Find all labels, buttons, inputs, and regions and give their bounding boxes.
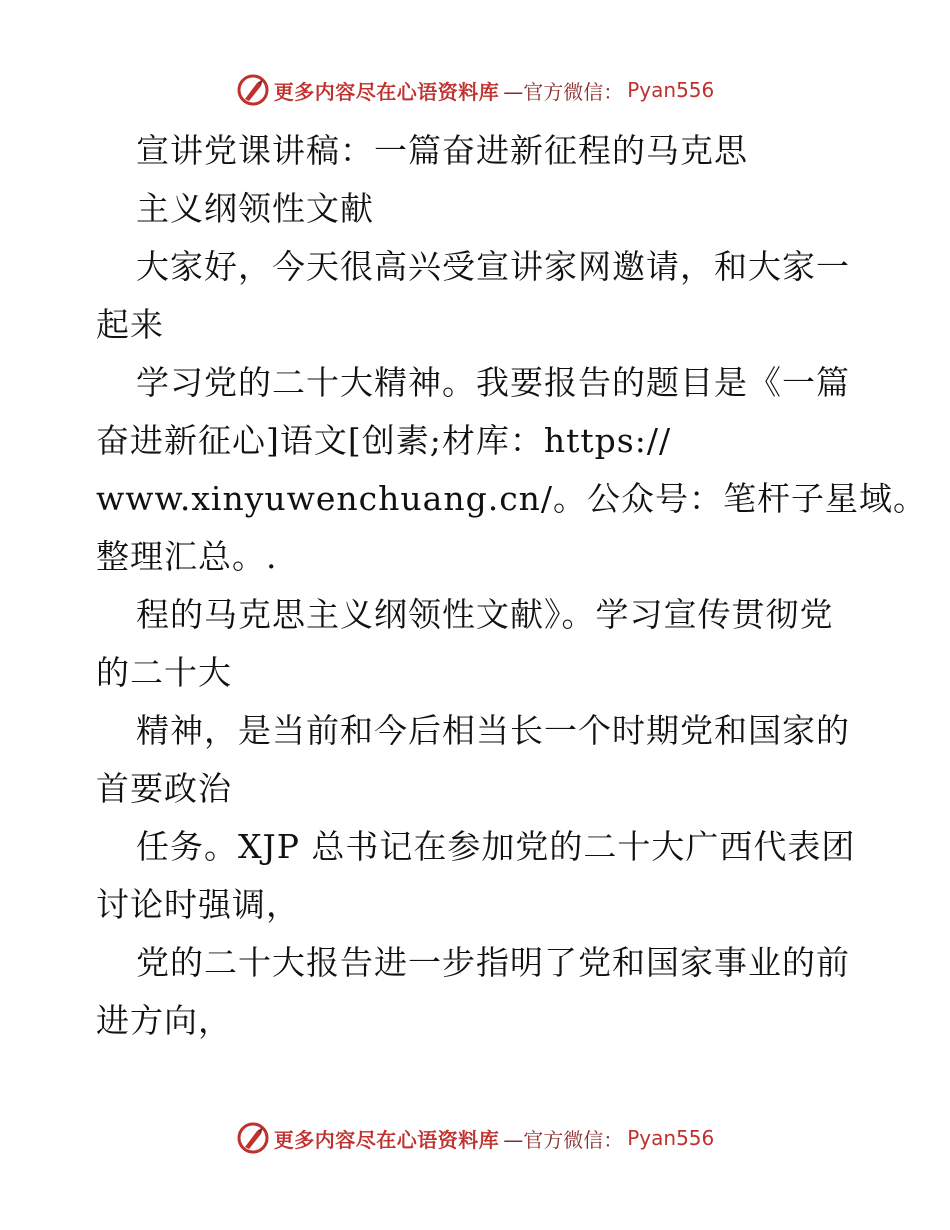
paragraph-line: 的二十大 [96,653,232,692]
banner-wechat-label: —官方微信： [503,1127,624,1152]
pen-nib-logo-icon [236,73,270,107]
banner-wechat-label: —官方微信： [503,79,624,104]
paragraph-line: 学习党的二十大精神。我要报告的题目是《一篇 [136,363,850,402]
banner-site-text: 更多内容尽在心语资料库 [273,79,500,104]
banner-site-text: 更多内容尽在心语资料库 [273,1127,500,1152]
paragraph-line: 奋进新征心]语文[创素;材库：https:// [96,421,672,460]
paragraph-line: 大家好，今天很高兴受宣讲家网邀请，和大家一 [136,247,850,286]
footer-banner [0,1118,950,1158]
paragraph-line: 进方向， [96,1001,232,1040]
paragraph-line: 整理汇总。. [96,537,278,576]
pen-nib-logo-icon [236,1121,270,1155]
paragraph-line: 任务。XJP 总书记在参加党的二十大广西代表团 [136,827,856,866]
paragraph-line: 讨论时强调， [96,885,300,924]
banner-wechat-handle: Pyan556 [627,78,715,102]
paragraph-line: 程的马克思主义纲领性文献》。学习宣传贯彻党 [136,595,834,634]
paragraph-line: www.xinyuwenchuang.cn/。公众号：笔杆子星域。 [96,479,928,518]
paragraph-line: 精神，是当前和今后相当长一个时期党和国家的 [136,711,850,750]
header-banner [0,70,950,110]
document-body [96,122,928,1050]
document-title-line-1: 宣讲党课讲稿：一篇奋进新征程的马克思 [136,131,748,170]
paragraph-line: 起来 [96,305,164,344]
document-title-line-2: 主义纲领性文献 [136,189,374,228]
paragraph-line: 首要政治 [96,769,232,808]
banner-wechat-handle: Pyan556 [627,1126,715,1150]
paragraph-line: 党的二十大报告进一步指明了党和国家事业的前 [136,943,850,982]
